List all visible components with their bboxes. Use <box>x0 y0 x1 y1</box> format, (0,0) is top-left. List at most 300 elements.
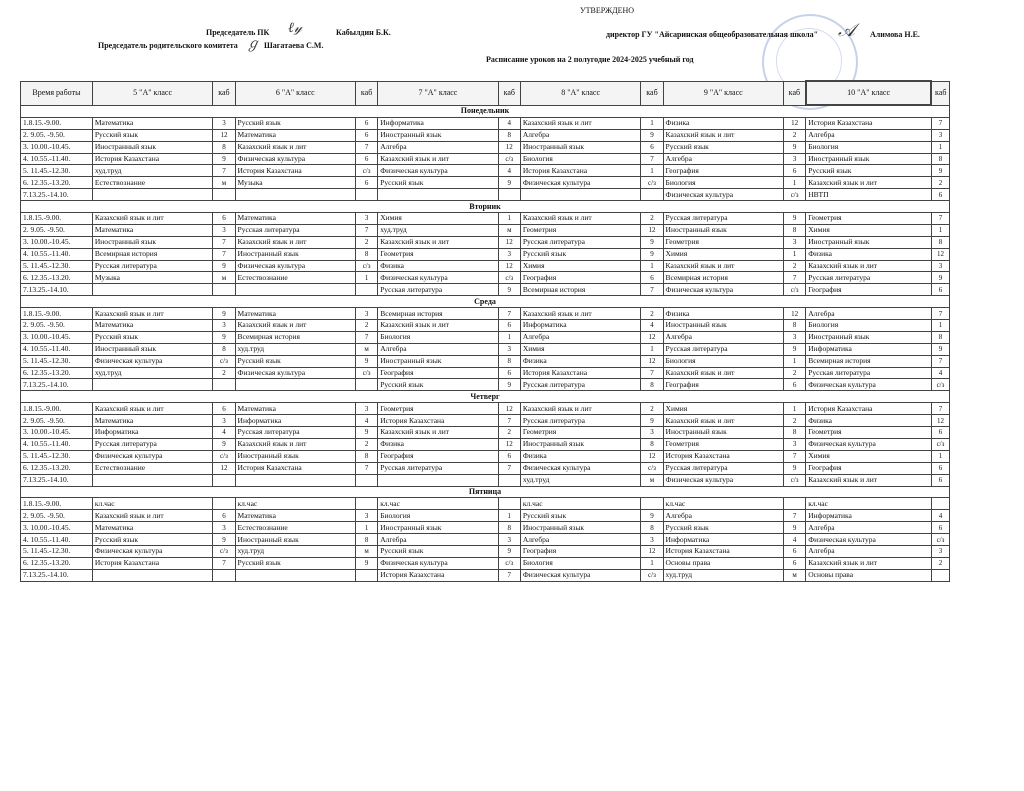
lesson-time: 7.13.25.-14.10. <box>21 284 93 296</box>
subject-cell: Русская литература <box>92 438 212 450</box>
room-cell: 12 <box>641 355 663 367</box>
subject-cell: Биология <box>378 510 498 522</box>
column-header-room: каб <box>784 81 806 105</box>
room-cell: 6 <box>931 189 949 201</box>
subject-cell: Геометрия <box>663 438 783 450</box>
subject-cell: Алгебра <box>520 534 640 546</box>
subject-cell: Русская литература <box>663 462 783 474</box>
subject-cell: кл.час <box>235 498 355 510</box>
room-cell <box>213 498 235 510</box>
subject-cell: Геометрия <box>663 236 783 248</box>
room-cell: 3 <box>784 236 806 248</box>
room-cell: 6 <box>784 545 806 557</box>
lesson-row <box>21 355 950 367</box>
room-cell: 7 <box>498 415 520 427</box>
subject-cell: Русский язык <box>378 177 498 189</box>
room-cell <box>213 284 235 296</box>
room-cell: с/з <box>213 355 235 367</box>
room-cell <box>498 498 520 510</box>
subject-cell: Русская литература <box>663 213 783 225</box>
subject-cell: Алгебра <box>663 153 783 165</box>
day-row <box>21 391 950 403</box>
room-cell: 9 <box>213 260 235 272</box>
room-cell: с/з <box>356 165 378 177</box>
column-header-room: каб <box>356 81 378 105</box>
subject-cell: Математика <box>92 522 212 534</box>
subject-cell: Иностранный язык <box>663 427 783 439</box>
room-cell: 9 <box>498 379 520 391</box>
subject-cell: Казахский язык и лит <box>92 308 212 320</box>
subject-cell: Алгебра <box>806 129 932 141</box>
room-cell: 9 <box>784 522 806 534</box>
room-cell: 6 <box>356 129 378 141</box>
subject-cell: Физическая культура <box>378 165 498 177</box>
lesson-time: 5. 11.45.-12.30. <box>21 260 93 272</box>
room-cell: 6 <box>356 153 378 165</box>
subject-cell: Химия <box>663 403 783 415</box>
column-header-room: каб <box>931 81 949 105</box>
room-cell: 3 <box>498 248 520 260</box>
room-cell: 7 <box>498 462 520 474</box>
room-cell: 3 <box>641 427 663 439</box>
subject-cell <box>235 379 355 391</box>
room-cell: 7 <box>931 355 949 367</box>
room-cell: 7 <box>931 308 949 320</box>
subject-cell: Русский язык <box>520 248 640 260</box>
lesson-row <box>21 427 950 439</box>
subject-cell: Алгебра <box>663 331 783 343</box>
room-cell: 8 <box>498 129 520 141</box>
room-cell: 7 <box>784 450 806 462</box>
room-cell: 6 <box>784 557 806 569</box>
day-row <box>21 486 950 498</box>
room-cell: 8 <box>498 522 520 534</box>
lesson-time: 3. 10.00.-10.45. <box>21 427 93 439</box>
room-cell: 9 <box>784 213 806 225</box>
subject-cell: Алгебра <box>663 510 783 522</box>
room-cell: 7 <box>498 308 520 320</box>
subject-cell: История Казахстана <box>378 569 498 581</box>
subject-cell: Математика <box>92 320 212 332</box>
lesson-row <box>21 284 950 296</box>
lesson-row <box>21 129 950 141</box>
room-cell: 6 <box>356 177 378 189</box>
subject-cell: Физика <box>663 117 783 129</box>
room-cell: 4 <box>931 510 949 522</box>
room-cell: 9 <box>213 534 235 546</box>
lesson-row <box>21 308 950 320</box>
room-cell: 12 <box>641 224 663 236</box>
subject-cell: Иностранный язык <box>520 141 640 153</box>
room-cell: 7 <box>213 236 235 248</box>
room-cell: 1 <box>356 522 378 534</box>
room-cell <box>931 498 949 510</box>
subject-cell: Физическая культура <box>520 462 640 474</box>
room-cell <box>356 569 378 581</box>
lesson-time: 4. 10.55.-11.40. <box>21 248 93 260</box>
room-cell: 3 <box>931 260 949 272</box>
lesson-row <box>21 450 950 462</box>
subject-cell: Русская литература <box>806 367 932 379</box>
subject-cell: Химия <box>806 224 932 236</box>
room-cell: 6 <box>498 320 520 332</box>
lesson-time: 3. 10.00.-10.45. <box>21 522 93 534</box>
room-cell: 12 <box>784 308 806 320</box>
lesson-time: 1.8.15.-9.00. <box>21 213 93 225</box>
room-cell: 8 <box>784 224 806 236</box>
room-cell: 3 <box>356 308 378 320</box>
room-cell <box>213 474 235 486</box>
subject-cell: Русская литература <box>520 379 640 391</box>
subject-cell: Физика <box>378 260 498 272</box>
subject-cell: Казахский язык и лит <box>663 367 783 379</box>
lesson-time: 2. 9.05. -9.50. <box>21 320 93 332</box>
subject-cell: Русский язык <box>806 165 932 177</box>
lesson-time: 7.13.25.-14.10. <box>21 474 93 486</box>
room-cell: 8 <box>356 450 378 462</box>
subject-cell: Естествознание <box>235 272 355 284</box>
subject-cell: Физика <box>806 248 932 260</box>
chair-name: Кабылдин Б.К. <box>336 28 391 37</box>
subject-cell: Биология <box>520 153 640 165</box>
lesson-row <box>21 510 950 522</box>
subject-cell: История Казахстана <box>806 403 932 415</box>
room-cell: 12 <box>498 236 520 248</box>
room-cell: 8 <box>784 320 806 332</box>
room-cell: с/з <box>784 284 806 296</box>
subject-cell: Казахский язык и лит <box>806 177 932 189</box>
subject-cell: Биология <box>806 320 932 332</box>
room-cell: 9 <box>213 331 235 343</box>
subject-cell: Математика <box>235 403 355 415</box>
subject-cell: Химия <box>520 343 640 355</box>
lesson-row <box>21 403 950 415</box>
subject-cell: Русская литература <box>378 462 498 474</box>
subject-cell: Математика <box>235 308 355 320</box>
room-cell: 3 <box>213 224 235 236</box>
subject-cell: История Казахстана <box>520 165 640 177</box>
room-cell: 3 <box>213 320 235 332</box>
room-cell: 8 <box>931 331 949 343</box>
lesson-row <box>21 236 950 248</box>
subject-cell: Химия <box>663 248 783 260</box>
room-cell: 1 <box>784 403 806 415</box>
room-cell: 1 <box>931 320 949 332</box>
subject-cell: Русская литература <box>235 427 355 439</box>
room-cell: 4 <box>498 117 520 129</box>
subject-cell: Иностранный язык <box>92 236 212 248</box>
room-cell: 8 <box>931 153 949 165</box>
room-cell <box>213 189 235 201</box>
subject-cell <box>378 189 498 201</box>
subject-cell: Иностранный язык <box>663 320 783 332</box>
room-cell: 9 <box>641 415 663 427</box>
lesson-row <box>21 141 950 153</box>
lesson-row <box>21 224 950 236</box>
room-cell: 8 <box>213 343 235 355</box>
subject-cell: Математика <box>235 213 355 225</box>
room-cell: с/з <box>931 534 949 546</box>
room-cell: 9 <box>641 248 663 260</box>
room-cell: м <box>641 474 663 486</box>
subject-cell: Иностранный язык <box>520 522 640 534</box>
subject-cell: кл.час <box>520 498 640 510</box>
room-cell: 9 <box>641 129 663 141</box>
schedule-table <box>20 80 950 582</box>
subject-cell: Биология <box>663 355 783 367</box>
subject-cell: Русский язык <box>663 141 783 153</box>
subject-cell: кл.час <box>663 498 783 510</box>
room-cell <box>498 474 520 486</box>
room-cell: 7 <box>213 248 235 260</box>
subject-cell: Иностранный язык <box>235 248 355 260</box>
lesson-time: 3. 10.00.-10.45. <box>21 141 93 153</box>
subject-cell <box>92 284 212 296</box>
room-cell: 12 <box>498 141 520 153</box>
subject-cell: Химия <box>378 213 498 225</box>
lesson-time: 3. 10.00.-10.45. <box>21 331 93 343</box>
subject-cell: Русская литература <box>663 343 783 355</box>
subject-cell: Естествознание <box>92 177 212 189</box>
subject-cell: Иностранный язык <box>520 438 640 450</box>
room-cell: 9 <box>356 355 378 367</box>
room-cell: 1 <box>931 450 949 462</box>
subject-cell: Физика <box>663 308 783 320</box>
subject-cell: Казахский язык и лит <box>806 474 932 486</box>
subject-cell: История Казахстана <box>235 165 355 177</box>
room-cell: 9 <box>931 343 949 355</box>
room-cell: 4 <box>641 320 663 332</box>
room-cell <box>641 189 663 201</box>
room-cell <box>641 498 663 510</box>
room-cell: м <box>784 569 806 581</box>
subject-cell: Русский язык <box>92 534 212 546</box>
subject-cell: худ.труд <box>235 343 355 355</box>
subject-cell: Русский язык <box>235 355 355 367</box>
room-cell: 12 <box>931 415 949 427</box>
subject-cell: Геометрия <box>378 403 498 415</box>
subject-cell: Казахский язык и лит <box>663 260 783 272</box>
room-cell: м <box>213 177 235 189</box>
room-cell: 9 <box>213 308 235 320</box>
column-header-class: 9 "А" класс <box>663 81 783 105</box>
room-cell: 4 <box>931 367 949 379</box>
room-cell: с/з <box>498 272 520 284</box>
lesson-time: 5. 11.45.-12.30. <box>21 165 93 177</box>
subject-cell: Русский язык <box>92 129 212 141</box>
room-cell: 3 <box>931 545 949 557</box>
subject-cell: Казахский язык и лит <box>92 403 212 415</box>
room-cell: 9 <box>784 462 806 474</box>
subject-cell: Геометрия <box>520 224 640 236</box>
subject-cell: Всемирная история <box>92 248 212 260</box>
column-header-time: Время работы <box>21 81 93 105</box>
room-cell: м <box>356 545 378 557</box>
room-cell: 7 <box>213 557 235 569</box>
lesson-time: 6. 12.35.-13.20. <box>21 462 93 474</box>
subject-cell: Всемирная история <box>520 284 640 296</box>
director-label: директор ГУ "Айсаринская общеобразовательная школа" <box>606 30 819 39</box>
lesson-row <box>21 379 950 391</box>
room-cell: 3 <box>931 129 949 141</box>
lesson-row <box>21 117 950 129</box>
lesson-time: 2. 9.05. -9.50. <box>21 415 93 427</box>
subject-cell: кл.час <box>92 498 212 510</box>
subject-cell: Казахский язык и лит <box>663 129 783 141</box>
room-cell: 9 <box>784 343 806 355</box>
subject-cell: История Казахстана <box>235 462 355 474</box>
lesson-row <box>21 534 950 546</box>
subject-cell: Математика <box>92 117 212 129</box>
room-cell: 3 <box>213 522 235 534</box>
room-cell: 2 <box>641 308 663 320</box>
lesson-time: 7.13.25.-14.10. <box>21 569 93 581</box>
room-cell: 12 <box>641 545 663 557</box>
subject-cell: Русская литература <box>520 236 640 248</box>
subject-cell: кл.час <box>806 498 932 510</box>
subject-cell: Казахский язык и лит <box>806 557 932 569</box>
lesson-row <box>21 177 950 189</box>
room-cell: 12 <box>641 331 663 343</box>
subject-cell: Физическая культура <box>235 153 355 165</box>
room-cell: 12 <box>784 117 806 129</box>
column-header-room: каб <box>641 81 663 105</box>
subject-cell <box>378 474 498 486</box>
room-cell: 12 <box>213 129 235 141</box>
lesson-time: 6. 12.35.-13.20. <box>21 557 93 569</box>
subject-cell: История Казахстана <box>663 450 783 462</box>
subject-cell: Иностранный язык <box>378 355 498 367</box>
lesson-row <box>21 569 950 581</box>
room-cell: 7 <box>641 367 663 379</box>
room-cell: 3 <box>498 534 520 546</box>
subject-cell: Иностранный язык <box>378 129 498 141</box>
subject-cell: худ.труд <box>235 545 355 557</box>
room-cell: 7 <box>931 403 949 415</box>
room-cell: 1 <box>784 355 806 367</box>
subject-cell: Русский язык <box>235 117 355 129</box>
subject-cell: Казахский язык и лит <box>520 213 640 225</box>
room-cell: 3 <box>213 117 235 129</box>
room-cell <box>213 569 235 581</box>
subject-cell: Казахский язык и лит <box>378 427 498 439</box>
subject-cell: Казахский язык и лит <box>520 403 640 415</box>
lesson-time: 4. 10.55.-11.40. <box>21 153 93 165</box>
lesson-row <box>21 343 950 355</box>
room-cell <box>356 284 378 296</box>
subject-cell: Алгебра <box>378 141 498 153</box>
room-cell: 7 <box>641 153 663 165</box>
subject-cell: Иностранный язык <box>92 141 212 153</box>
room-cell: с/з <box>356 367 378 379</box>
subject-cell: Физическая культура <box>378 557 498 569</box>
subject-cell: Алгебра <box>378 534 498 546</box>
subject-cell: Физическая культура <box>378 272 498 284</box>
subject-cell: Математика <box>92 415 212 427</box>
column-header-class: 8 "А" класс <box>520 81 640 105</box>
subject-cell: худ.труд <box>92 165 212 177</box>
room-cell: 1 <box>931 141 949 153</box>
subject-cell: Физическая культура <box>663 474 783 486</box>
lesson-time: 4. 10.55.-11.40. <box>21 343 93 355</box>
room-cell: 3 <box>784 438 806 450</box>
room-cell: 6 <box>213 213 235 225</box>
subject-cell: География <box>378 367 498 379</box>
subject-cell: Информатика <box>378 117 498 129</box>
room-cell: 4 <box>213 427 235 439</box>
subject-cell: Русский язык <box>663 522 783 534</box>
room-cell: 12 <box>931 248 949 260</box>
subject-cell: Биология <box>378 331 498 343</box>
lesson-row <box>21 260 950 272</box>
subject-cell: История Казахстана <box>92 153 212 165</box>
room-cell: м <box>213 272 235 284</box>
subject-cell: Казахский язык и лит <box>235 236 355 248</box>
room-cell <box>784 498 806 510</box>
lesson-row <box>21 498 950 510</box>
subject-cell: Иностранный язык <box>663 224 783 236</box>
room-cell <box>356 474 378 486</box>
room-cell <box>356 379 378 391</box>
room-cell: 2 <box>356 320 378 332</box>
subject-cell: Физическая культура <box>520 177 640 189</box>
room-cell: с/з <box>213 545 235 557</box>
lesson-row <box>21 320 950 332</box>
room-cell: с/з <box>498 557 520 569</box>
subject-cell: худ.труд <box>378 224 498 236</box>
subject-cell: Всемирная история <box>235 331 355 343</box>
room-cell: 6 <box>498 367 520 379</box>
subject-cell: География <box>520 272 640 284</box>
room-cell: 2 <box>784 129 806 141</box>
subject-cell: География <box>806 462 932 474</box>
room-cell: 12 <box>498 403 520 415</box>
room-cell: 2 <box>784 367 806 379</box>
subject-cell: Геометрия <box>806 427 932 439</box>
room-cell: 6 <box>641 141 663 153</box>
subject-cell: Иностранный язык <box>806 331 932 343</box>
lesson-row <box>21 415 950 427</box>
lesson-row <box>21 462 950 474</box>
day-row <box>21 201 950 213</box>
subject-cell: Физическая культура <box>806 534 932 546</box>
subject-cell: Информатика <box>806 343 932 355</box>
room-cell <box>213 379 235 391</box>
room-cell: 6 <box>931 284 949 296</box>
room-cell: с/з <box>641 462 663 474</box>
room-cell <box>931 569 949 581</box>
room-cell: 6 <box>931 462 949 474</box>
room-cell: 8 <box>641 522 663 534</box>
subject-cell: Русская литература <box>92 260 212 272</box>
subject-cell: Физическая культура <box>92 545 212 557</box>
director-name: Алимова Н.Е. <box>870 30 920 39</box>
column-header-class: 10 "А" класс <box>806 81 932 105</box>
room-cell: 6 <box>356 117 378 129</box>
subject-cell: Казахский язык и лит <box>235 320 355 332</box>
lesson-time: 6. 12.35.-13.20. <box>21 272 93 284</box>
subject-cell: Иностранный язык <box>235 534 355 546</box>
subject-cell: Информатика <box>806 510 932 522</box>
lesson-row <box>21 474 950 486</box>
room-cell: 8 <box>641 379 663 391</box>
room-cell: 1 <box>641 165 663 177</box>
room-cell: 6 <box>641 272 663 284</box>
lesson-time: 2. 9.05. -9.50. <box>21 510 93 522</box>
room-cell: 1 <box>784 248 806 260</box>
lesson-row <box>21 165 950 177</box>
room-cell: 7 <box>356 331 378 343</box>
